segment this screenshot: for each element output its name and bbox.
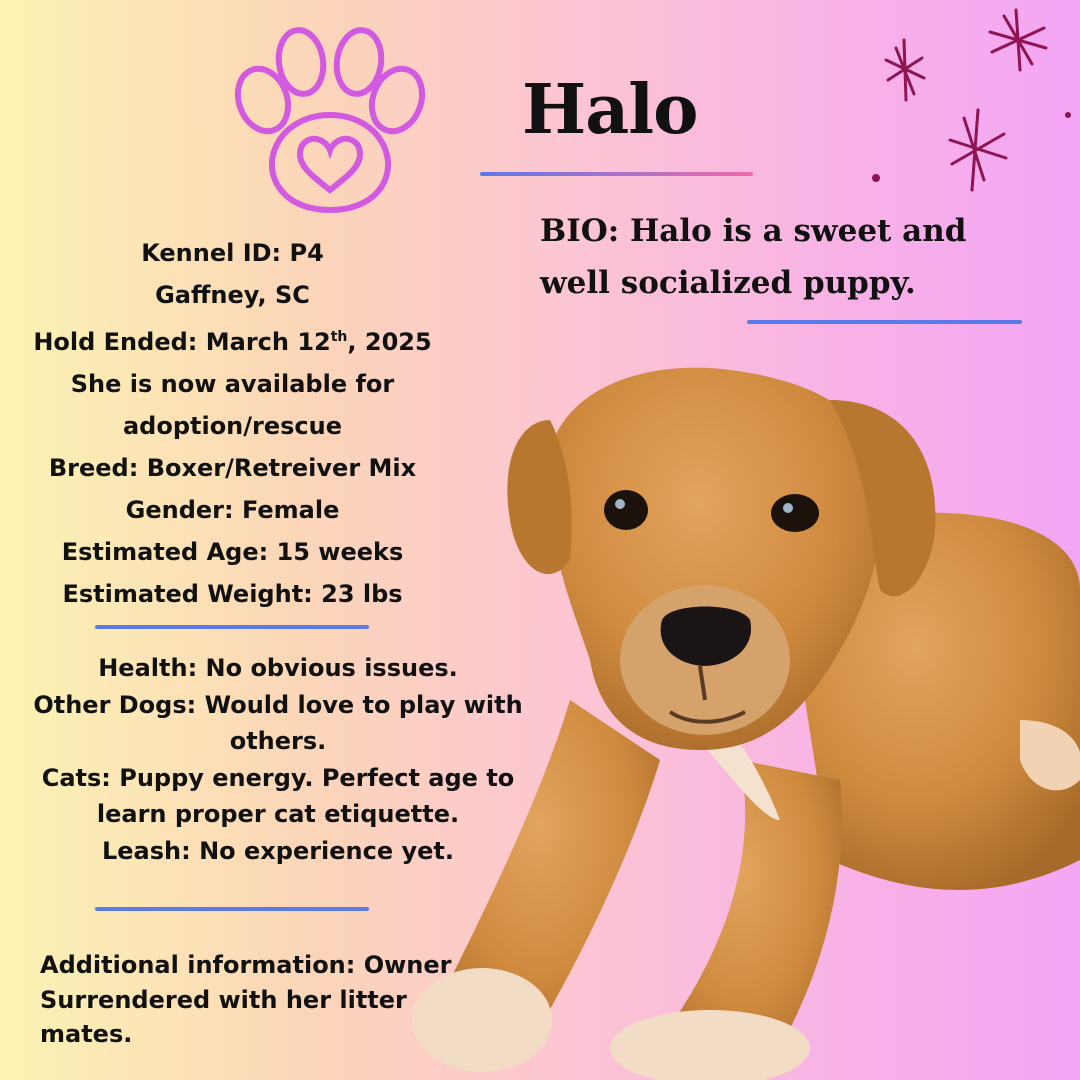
details-divider [95, 625, 369, 629]
bio-divider [747, 320, 1022, 324]
hold-ended-year: , 2025 [347, 328, 432, 356]
title-divider [480, 172, 753, 176]
bio-line: well socialized puppy. [540, 265, 916, 301]
additional-line: mates. [40, 1020, 133, 1048]
bio-line: BIO: Halo is a sweet and [540, 213, 967, 249]
estimated-age: Estimated Age: 15 weeks [61, 538, 404, 566]
hold-ended-date: Hold Ended: March 12 [33, 328, 331, 356]
pet-details [10, 232, 455, 615]
availability-line: adoption/rescue [122, 412, 343, 440]
location: Gaffney, SC [155, 281, 310, 309]
hold-ended-suffix: th [330, 329, 348, 345]
health-line: Other Dogs: Would love to play with [33, 690, 523, 719]
kennel-id: Kennel ID: P4 [141, 239, 324, 267]
gender: Gender: Female [125, 496, 340, 524]
health-line: Cats: Puppy energy. Perfect age to [41, 763, 515, 792]
sparkle-icon [860, 0, 1080, 200]
availability-line: She is now available for [70, 370, 395, 398]
health-notes [18, 650, 538, 869]
breed: Breed: Boxer/Retreiver Mix [48, 454, 417, 482]
hold-ended [10, 316, 455, 363]
paw-heart-icon [225, 20, 435, 220]
health-line: others. [229, 727, 327, 755]
health-divider [95, 907, 369, 911]
health-line: Leash: No experience yet. [101, 836, 455, 865]
health-line: learn proper cat etiquette. [96, 800, 460, 828]
additional-info [40, 948, 480, 1052]
bio-text [540, 205, 970, 309]
additional-line: Additional information: Owner [40, 951, 452, 979]
page-title: Halo [522, 70, 698, 150]
additional-line: Surrendered with her litter [40, 985, 407, 1014]
estimated-weight: Estimated Weight: 23 lbs [62, 580, 403, 608]
health-line: Health: No obvious issues. [98, 654, 458, 682]
